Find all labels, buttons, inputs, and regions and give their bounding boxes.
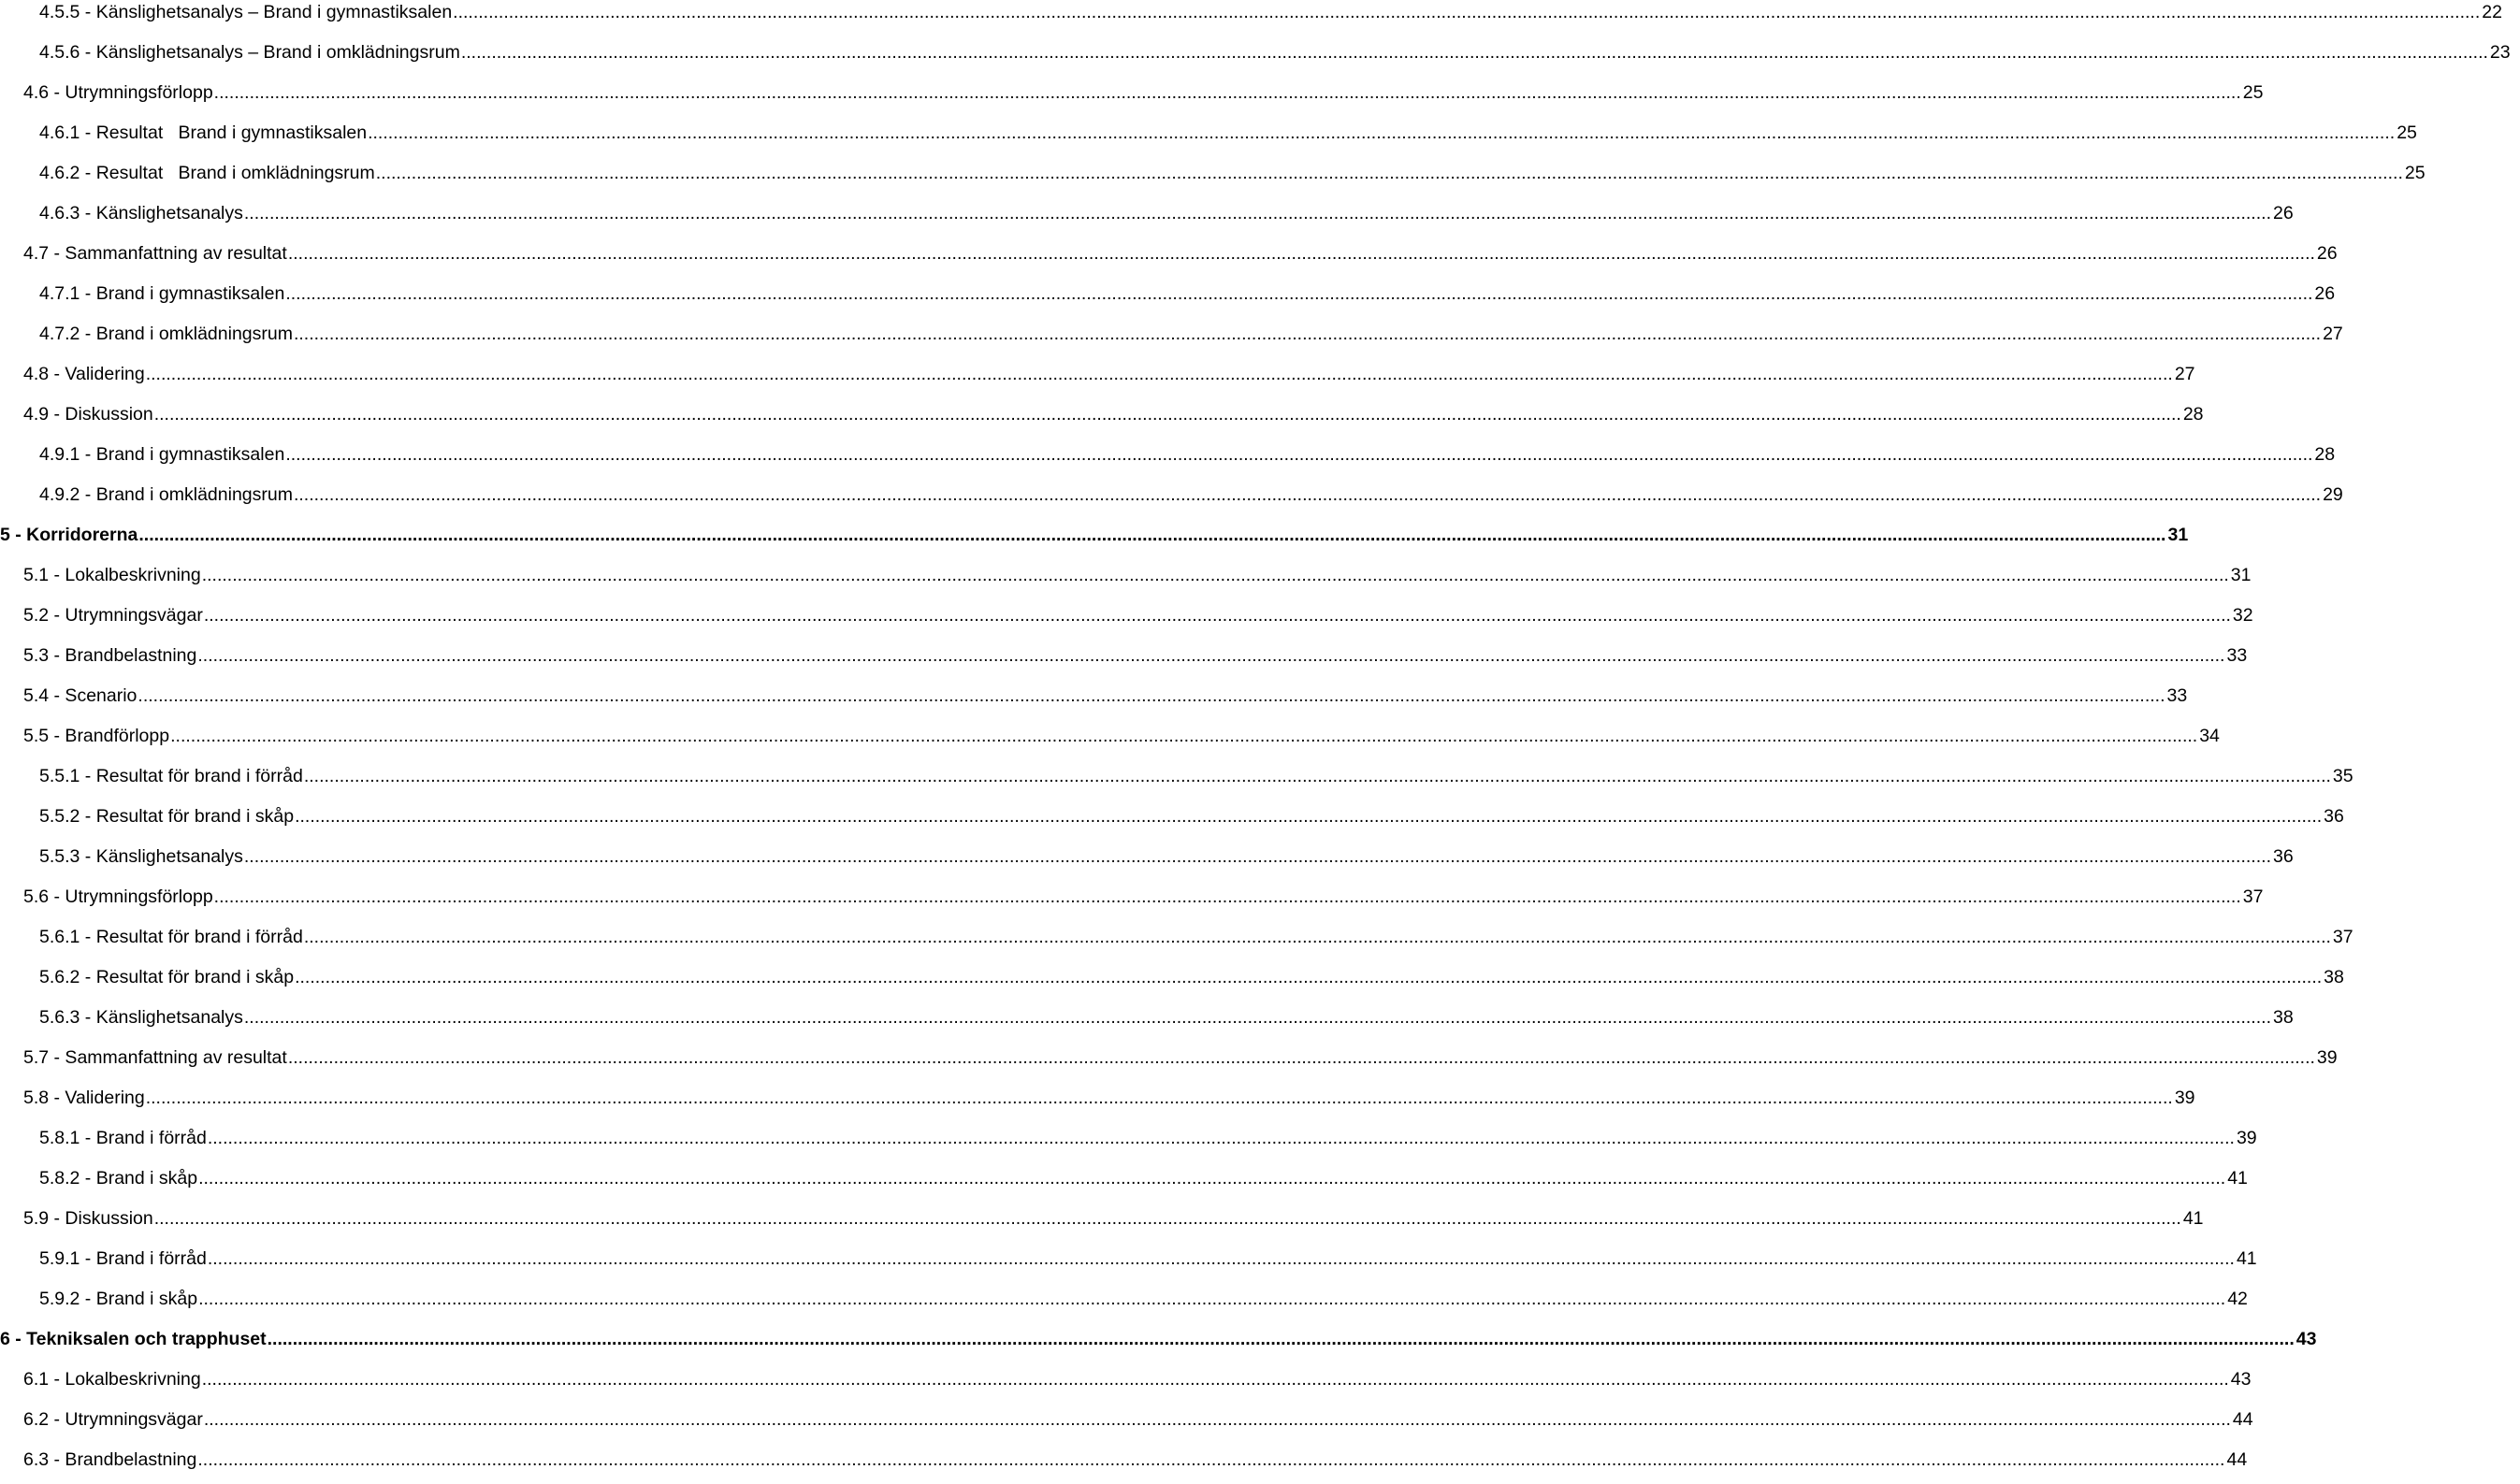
toc-entry-page-number: 35 — [2332, 766, 2353, 786]
toc-entry-page-number: 37 — [2242, 886, 2264, 907]
toc-entry[interactable] — [0, 194, 2294, 223]
toc-entry-title: 5.8.1 - Brand i förråd — [39, 1128, 207, 1148]
toc-entry-title: 4.5.6 - Känslighetsanalys – Brand i omklädningsrum — [39, 42, 460, 63]
toc-entry-title: 4.9.2 - Brand i omklädningsrum — [39, 484, 293, 505]
dot-leader: ................................................................................................................................................................................................................................................................................................................................................................................................................ — [243, 1007, 2271, 1028]
toc-entry-page-number: 27 — [2323, 324, 2343, 344]
toc-entry-title: 5.8.2 - Brand i skåp — [39, 1168, 198, 1189]
toc-entry-page-number: 37 — [2332, 927, 2353, 947]
toc-entry[interactable] — [0, 1199, 2204, 1229]
dot-leader: ................................................................................................................................................................................................................................................................................................................................................................................................................ — [198, 1289, 2226, 1309]
toc-entry-page-number: 26 — [2316, 243, 2338, 264]
toc-entry-title: 4.9 - Diskussion — [23, 404, 153, 425]
toc-entry-title: 5.9 - Diskussion — [23, 1208, 153, 1229]
toc-entry-page-number: 41 — [2227, 1168, 2248, 1189]
toc-entry-page-number: 43 — [2230, 1369, 2252, 1390]
dot-leader: ................................................................................................................................................................................................................................................................................................................................................................................................................ — [295, 967, 2323, 987]
toc-entry[interactable] — [0, 1360, 2252, 1390]
dot-leader: ................................................................................................................................................................................................................................................................................................................................................................................................................ — [207, 1128, 2235, 1148]
dot-leader: ................................................................................................................................................................................................................................................................................................................................................................................................................ — [293, 484, 2322, 505]
toc-entry[interactable] — [0, 716, 2220, 746]
toc-entry[interactable] — [0, 958, 2344, 987]
dot-leader: ................................................................................................................................................................................................................................................................................................................................................................................................................ — [201, 565, 2229, 585]
toc-entry-page-number: 38 — [2324, 967, 2344, 987]
dot-leader: ................................................................................................................................................................................................................................................................................................................................................................................................................ — [460, 42, 2488, 63]
dot-leader: ................................................................................................................................................................................................................................................................................................................................................................................................................ — [201, 1369, 2229, 1390]
toc-entry[interactable] — [0, 1038, 2338, 1068]
toc-entry-page-number: 41 — [2236, 1248, 2257, 1269]
toc-entry-title: 5.4 - Scenario — [23, 685, 138, 706]
toc-entry-title: 4.7 - Sammanfattning av resultat — [23, 243, 287, 264]
toc-entry-page-number: 26 — [2314, 283, 2336, 304]
toc-entry-page-number: 36 — [2324, 806, 2344, 827]
dot-leader: ................................................................................................................................................................................................................................................................................................................................................................................................................ — [453, 2, 2481, 22]
toc-entry-title: 5.7 - Sammanfattning av resultat — [23, 1047, 287, 1068]
toc-entry[interactable] — [0, 756, 2353, 786]
toc-entry-page-number: 22 — [2482, 2, 2502, 22]
toc-entry-page-number: 33 — [2166, 685, 2188, 706]
toc-entry-page-number: 42 — [2227, 1289, 2248, 1309]
toc-entry-page-number: 36 — [2272, 846, 2294, 867]
toc-entry-title: 5.6.3 - Känslighetsanalys — [39, 1007, 243, 1028]
toc-entry-page-number: 29 — [2323, 484, 2343, 505]
toc-entry-title: 5.5.2 - Resultat för brand i skåp — [39, 806, 295, 827]
toc-entry[interactable] — [0, 998, 2294, 1028]
toc-entry[interactable] — [0, 435, 2336, 465]
dot-leader: ................................................................................................................................................................................................................................................................................................................................................................................................................ — [287, 1047, 2315, 1068]
toc-entry-title: 6.1 - Lokalbeskrivning — [23, 1369, 201, 1390]
dot-leader: ................................................................................................................................................................................................................................................................................................................................................................................................................ — [153, 1208, 2181, 1229]
toc-entry-title: 5.5.3 - Känslighetsanalys — [39, 846, 243, 867]
toc-entry-page-number: 32 — [2232, 605, 2253, 626]
toc-entry-title: 4.8 - Validering — [23, 364, 145, 384]
toc-entry[interactable] — [0, 234, 2338, 264]
dot-leader: ................................................................................................................................................................................................................................................................................................................................................................................................................ — [145, 1088, 2173, 1108]
toc-entry-page-number: 23 — [2489, 42, 2511, 63]
dot-leader: ................................................................................................................................................................................................................................................................................................................................................................................................................ — [213, 82, 2241, 103]
toc-entry-title: 4.6 - Utrymningsförlopp — [23, 82, 213, 103]
dot-leader: ................................................................................................................................................................................................................................................................................................................................................................................................................ — [285, 283, 2313, 304]
toc-entry-page-number: 25 — [2397, 122, 2417, 143]
toc-entry-page-number: 25 — [2404, 163, 2426, 183]
dot-leader: ................................................................................................................................................................................................................................................................................................................................................................................................................ — [138, 685, 2165, 706]
toc-entry-title: 5.5.1 - Resultat för brand i förråd — [39, 766, 303, 786]
toc-entry[interactable] — [0, 636, 2248, 666]
toc-entry-title: 5.3 - Brandbelastning — [23, 645, 197, 666]
toc-entry[interactable] — [0, 113, 2417, 143]
toc-entry-title: 4.7.2 - Brand i omklädningsrum — [39, 324, 293, 344]
toc-entry-page-number: 43 — [2296, 1329, 2317, 1349]
toc-entry-title: 5.5 - Brandförlopp — [23, 726, 170, 746]
toc-entry-title: 4.6.2 - Resultat Brand i omklädningsrum — [39, 163, 375, 183]
toc-entry-page-number: 25 — [2242, 82, 2264, 103]
toc-entry-title: 4.7.1 - Brand i gymnastiksalen — [39, 283, 285, 304]
toc-entry[interactable] — [0, 314, 2343, 344]
toc-entry-title: 5.6.2 - Resultat för brand i skåp — [39, 967, 295, 987]
toc-entry[interactable] — [0, 1319, 2317, 1349]
toc-entry[interactable] — [0, 837, 2294, 867]
toc-entry-page-number: 39 — [2236, 1128, 2257, 1148]
toc-entry[interactable] — [0, 0, 2502, 22]
dot-leader: ................................................................................................................................................................................................................................................................................................................................................................................................................ — [153, 404, 2181, 425]
toc-entry-title: 4.9.1 - Brand i gymnastiksalen — [39, 444, 285, 465]
toc-entry-title: 4.6.3 - Känslighetsanalys — [39, 203, 243, 223]
toc-entry[interactable] — [0, 395, 2204, 425]
dot-leader: ................................................................................................................................................................................................................................................................................................................................................................................................................ — [138, 525, 2166, 545]
toc-entry[interactable] — [0, 1078, 2195, 1108]
toc-entry-page-number: 31 — [2230, 565, 2252, 585]
toc-entry-page-number: 28 — [2314, 444, 2336, 465]
toc-entry[interactable] — [0, 274, 2336, 304]
toc-entry-page-number: 33 — [2226, 645, 2248, 666]
toc-entry-page-number: 39 — [2316, 1047, 2338, 1068]
toc-entry-title: 6.3 - Brandbelastning — [23, 1449, 197, 1470]
dot-leader: ................................................................................................................................................................................................................................................................................................................................................................................................................ — [243, 846, 2271, 867]
toc-entry-title: 5.2 - Utrymningsvägar — [23, 605, 203, 626]
toc-entry-page-number: 39 — [2174, 1088, 2195, 1108]
toc-entry-page-number: 27 — [2174, 364, 2195, 384]
dot-leader: ................................................................................................................................................................................................................................................................................................................................................................................................................ — [198, 1168, 2226, 1189]
toc-entry[interactable] — [0, 354, 2195, 384]
dot-leader: ................................................................................................................................................................................................................................................................................................................................................................................................................ — [197, 1449, 2225, 1470]
toc-entry-title: 5.8 - Validering — [23, 1088, 145, 1108]
toc-entry-title: 5.6 - Utrymningsförlopp — [23, 886, 213, 907]
toc-entry[interactable] — [0, 1159, 2248, 1189]
toc-entry-title: 5.6.1 - Resultat för brand i förråd — [39, 927, 303, 947]
toc-entry-title: 6.2 - Utrymningsvägar — [23, 1409, 203, 1430]
toc-entry[interactable] — [0, 676, 2188, 706]
dot-leader: ................................................................................................................................................................................................................................................................................................................................................................................................................ — [213, 886, 2241, 907]
dot-leader: ................................................................................................................................................................................................................................................................................................................................................................................................................ — [197, 645, 2225, 666]
dot-leader: ................................................................................................................................................................................................................................................................................................................................................................................................................ — [145, 364, 2173, 384]
dot-leader: ................................................................................................................................................................................................................................................................................................................................................................................................................ — [170, 726, 2198, 746]
dot-leader: ................................................................................................................................................................................................................................................................................................................................................................................................................ — [293, 324, 2322, 344]
dot-leader: ................................................................................................................................................................................................................................................................................................................................................................................................................ — [303, 927, 2331, 947]
toc-entry[interactable] — [0, 917, 2353, 947]
toc-entry-page-number: 44 — [2226, 1449, 2248, 1470]
toc-entry-title: 5 - Korridorerna — [0, 525, 138, 545]
toc-entry[interactable] — [0, 1279, 2248, 1309]
dot-leader: ................................................................................................................................................................................................................................................................................................................................................................................................................ — [207, 1248, 2235, 1269]
toc-entry-page-number: 28 — [2182, 404, 2204, 425]
dot-leader: ................................................................................................................................................................................................................................................................................................................................................................................................................ — [375, 163, 2403, 183]
toc-entry-page-number: 34 — [2199, 726, 2220, 746]
dot-leader: ................................................................................................................................................................................................................................................................................................................................................................................................................ — [203, 605, 2231, 626]
toc-entry-title: 5.1 - Lokalbeskrivning — [23, 565, 201, 585]
toc-entry-title: 4.6.1 - Resultat Brand i gymnastiksalen — [39, 122, 368, 143]
toc-entry[interactable] — [0, 1440, 2248, 1470]
toc-entry[interactable] — [0, 515, 2189, 545]
toc-entry[interactable] — [0, 73, 2264, 103]
toc-entry[interactable] — [0, 596, 2253, 626]
toc-entry-title: 5.9.2 - Brand i skåp — [39, 1289, 198, 1309]
toc-entry-page-number: 31 — [2167, 525, 2189, 545]
toc-entry[interactable] — [0, 877, 2264, 907]
toc-entry-page-number: 26 — [2272, 203, 2294, 223]
dot-leader: ................................................................................................................................................................................................................................................................................................................................................................................................................ — [287, 243, 2315, 264]
toc-entry[interactable] — [0, 153, 2426, 183]
toc-entry[interactable] — [0, 797, 2344, 827]
dot-leader: ................................................................................................................................................................................................................................................................................................................................................................................................................ — [303, 766, 2331, 786]
toc-entry-title: 5.9.1 - Brand i förråd — [39, 1248, 207, 1269]
toc-entry[interactable] — [0, 1239, 2257, 1269]
toc-entry[interactable] — [0, 1400, 2253, 1430]
toc-entry[interactable] — [0, 1118, 2257, 1148]
toc-entry-title: 6 - Tekniksalen och trapphuset — [0, 1329, 267, 1349]
toc-entry[interactable] — [0, 33, 2511, 63]
dot-leader: ................................................................................................................................................................................................................................................................................................................................................................................................................ — [203, 1409, 2231, 1430]
dot-leader: ................................................................................................................................................................................................................................................................................................................................................................................................................ — [267, 1329, 2295, 1349]
toc-entry-page-number: 41 — [2182, 1208, 2204, 1229]
dot-leader: ................................................................................................................................................................................................................................................................................................................................................................................................................ — [243, 203, 2271, 223]
toc-entry-title: 4.5.5 - Känslighetsanalys – Brand i gymnastiksalen — [39, 2, 453, 22]
toc-entry[interactable] — [0, 555, 2252, 585]
toc-entry[interactable] — [0, 475, 2343, 505]
dot-leader: ................................................................................................................................................................................................................................................................................................................................................................................................................ — [285, 444, 2313, 465]
dot-leader: ................................................................................................................................................................................................................................................................................................................................................................................................................ — [295, 806, 2323, 827]
toc-entry-page-number: 44 — [2232, 1409, 2253, 1430]
dot-leader: ................................................................................................................................................................................................................................................................................................................................................................................................................ — [368, 122, 2396, 143]
toc-entry-page-number: 38 — [2272, 1007, 2294, 1028]
